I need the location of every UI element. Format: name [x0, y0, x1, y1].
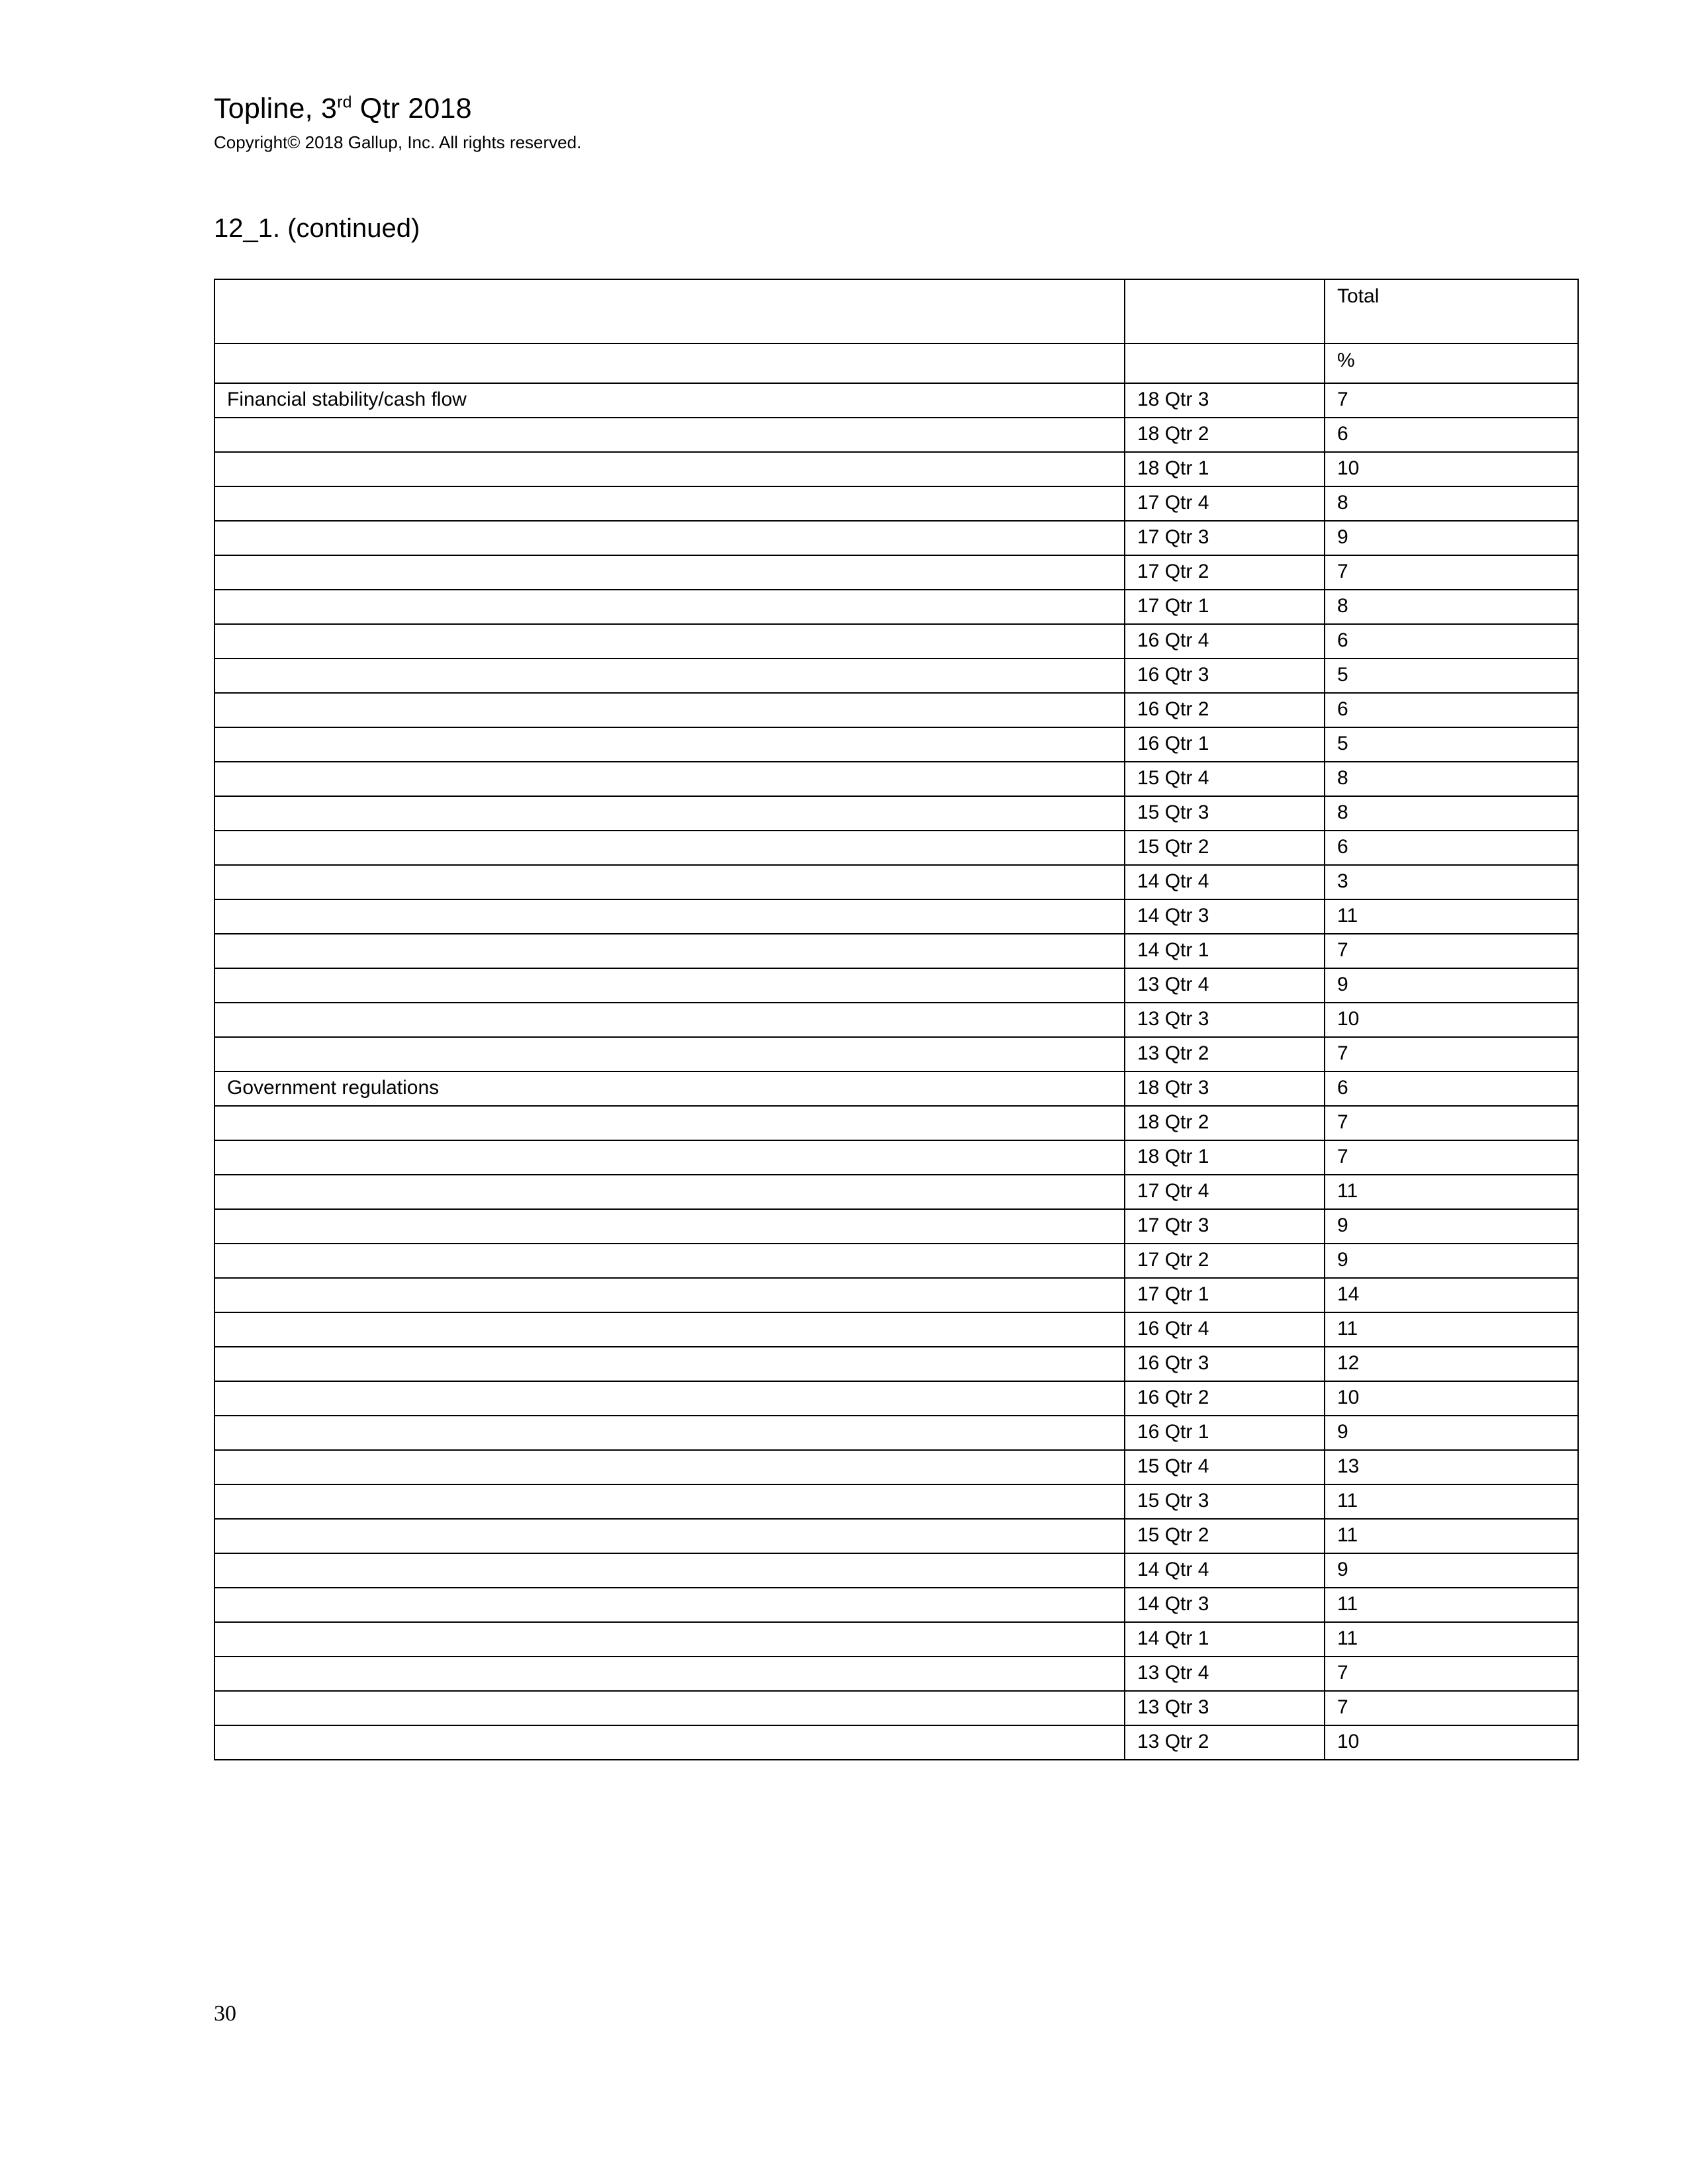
row-label-blank — [214, 1657, 1125, 1691]
row-total-value: 5 — [1325, 727, 1578, 762]
row-label-blank — [214, 727, 1125, 762]
row-total-value: 8 — [1325, 796, 1578, 831]
row-label-blank — [214, 968, 1125, 1003]
row-period: 16 Qtr 2 — [1125, 693, 1325, 727]
row-period: 14 Qtr 4 — [1125, 865, 1325, 899]
row-total-value: 11 — [1325, 1312, 1578, 1347]
row-period: 16 Qtr 4 — [1125, 624, 1325, 659]
table-row — [214, 590, 1578, 624]
table-row — [214, 1588, 1578, 1622]
row-total-value: 11 — [1325, 1175, 1578, 1209]
row-total-value: 6 — [1325, 831, 1578, 865]
row-total-value: 10 — [1325, 452, 1578, 486]
table-row — [214, 865, 1578, 899]
row-total-value: 11 — [1325, 1588, 1578, 1622]
row-total-value: 8 — [1325, 762, 1578, 796]
row-total-value: 11 — [1325, 1484, 1578, 1519]
row-label-blank — [214, 521, 1125, 555]
row-label-blank — [214, 1003, 1125, 1037]
row-period: 17 Qtr 3 — [1125, 521, 1325, 555]
page-number: 30 — [214, 2001, 236, 2026]
table-row — [214, 659, 1578, 693]
table-row — [214, 624, 1578, 659]
row-label-blank — [214, 590, 1125, 624]
row-period: 16 Qtr 2 — [1125, 1381, 1325, 1416]
row-period: 15 Qtr 2 — [1125, 831, 1325, 865]
row-period: 15 Qtr 3 — [1125, 796, 1325, 831]
row-total-value: 6 — [1325, 693, 1578, 727]
table-row — [214, 934, 1578, 968]
row-period: 15 Qtr 3 — [1125, 1484, 1325, 1519]
table-row — [214, 1106, 1578, 1140]
row-period: 15 Qtr 4 — [1125, 1450, 1325, 1484]
row-label-blank — [214, 899, 1125, 934]
header-cell-period-blank — [1125, 279, 1325, 343]
table-row — [214, 1037, 1578, 1071]
row-period: 17 Qtr 3 — [1125, 1209, 1325, 1244]
table-row — [214, 1347, 1578, 1381]
row-total-value: 10 — [1325, 1003, 1578, 1037]
table-row — [214, 1725, 1578, 1760]
table-row — [214, 486, 1578, 521]
row-label-blank — [214, 796, 1125, 831]
table-row — [214, 1519, 1578, 1553]
table-row — [214, 831, 1578, 865]
row-label-blank — [214, 1278, 1125, 1312]
table-body — [214, 279, 1578, 1760]
row-period: 14 Qtr 1 — [1125, 934, 1325, 968]
row-total-value: 11 — [1325, 1519, 1578, 1553]
row-label-blank — [214, 1484, 1125, 1519]
row-total-value: 6 — [1325, 1071, 1578, 1106]
table-row — [214, 1071, 1578, 1106]
table-row — [214, 727, 1578, 762]
row-group-label: Financial stability/cash flow — [214, 383, 1125, 418]
row-label-blank — [214, 762, 1125, 796]
row-total-value: 9 — [1325, 1244, 1578, 1278]
row-label-blank — [214, 693, 1125, 727]
row-total-value: 6 — [1325, 624, 1578, 659]
table-row — [214, 1003, 1578, 1037]
row-label-blank — [214, 555, 1125, 590]
row-total-value: 7 — [1325, 1037, 1578, 1071]
row-period: 18 Qtr 3 — [1125, 383, 1325, 418]
row-label-blank — [214, 418, 1125, 452]
row-period: 18 Qtr 1 — [1125, 452, 1325, 486]
row-label-blank — [214, 1347, 1125, 1381]
row-total-value: 5 — [1325, 659, 1578, 693]
row-label-blank — [214, 1519, 1125, 1553]
table-row — [214, 1381, 1578, 1416]
table-row — [214, 1484, 1578, 1519]
table-row — [214, 1416, 1578, 1450]
row-total-value: 7 — [1325, 383, 1578, 418]
table-row — [214, 1244, 1578, 1278]
table-row — [214, 968, 1578, 1003]
row-total-value: 8 — [1325, 590, 1578, 624]
row-label-blank — [214, 1312, 1125, 1347]
row-label-blank — [214, 1416, 1125, 1450]
row-period: 14 Qtr 3 — [1125, 899, 1325, 934]
row-total-value: 9 — [1325, 1209, 1578, 1244]
table-row — [214, 899, 1578, 934]
row-period: 16 Qtr 3 — [1125, 659, 1325, 693]
row-total-value: 11 — [1325, 1622, 1578, 1657]
table-row — [214, 1553, 1578, 1588]
row-label-blank — [214, 1244, 1125, 1278]
row-label-blank — [214, 831, 1125, 865]
header-cell-percent-unit: % — [1325, 343, 1578, 383]
row-period: 18 Qtr 1 — [1125, 1140, 1325, 1175]
row-period: 16 Qtr 1 — [1125, 727, 1325, 762]
document-title-ordinal-suffix: rd — [337, 93, 352, 112]
row-total-value: 9 — [1325, 968, 1578, 1003]
row-total-value: 14 — [1325, 1278, 1578, 1312]
document-title-suffix: Qtr 2018 — [352, 93, 472, 124]
row-total-value: 7 — [1325, 1140, 1578, 1175]
table-row — [214, 762, 1578, 796]
row-total-value: 12 — [1325, 1347, 1578, 1381]
row-total-value: 7 — [1325, 555, 1578, 590]
row-label-blank — [214, 865, 1125, 899]
row-total-value: 7 — [1325, 1106, 1578, 1140]
row-period: 17 Qtr 4 — [1125, 1175, 1325, 1209]
row-period: 17 Qtr 4 — [1125, 486, 1325, 521]
table-row — [214, 452, 1578, 486]
row-period: 14 Qtr 3 — [1125, 1588, 1325, 1622]
row-total-value: 7 — [1325, 1657, 1578, 1691]
row-total-value: 7 — [1325, 934, 1578, 968]
row-label-blank — [214, 452, 1125, 486]
row-period: 14 Qtr 4 — [1125, 1553, 1325, 1588]
header-cell-label-blank — [214, 279, 1125, 343]
row-period: 16 Qtr 3 — [1125, 1347, 1325, 1381]
document-header — [214, 91, 1405, 154]
row-total-value: 11 — [1325, 899, 1578, 934]
table-header-row-unit — [214, 343, 1578, 383]
table-row — [214, 521, 1578, 555]
row-period: 15 Qtr 2 — [1125, 1519, 1325, 1553]
row-label-blank — [214, 1691, 1125, 1725]
table-row — [214, 1175, 1578, 1209]
row-label-blank — [214, 1381, 1125, 1416]
row-label-blank — [214, 1209, 1125, 1244]
row-label-blank — [214, 1725, 1125, 1760]
table-row — [214, 418, 1578, 452]
table-row — [214, 1622, 1578, 1657]
row-period: 13 Qtr 2 — [1125, 1725, 1325, 1760]
row-period: 18 Qtr 2 — [1125, 418, 1325, 452]
row-total-value: 10 — [1325, 1725, 1578, 1760]
row-label-blank — [214, 486, 1125, 521]
header-cell-total: Total — [1325, 279, 1578, 343]
copyright-notice: Copyright© 2018 Gallup, Inc. All rights reserved. — [214, 132, 582, 152]
table-row — [214, 1209, 1578, 1244]
row-label-blank — [214, 1037, 1125, 1071]
section-heading: 12_1. (continued) — [214, 214, 420, 243]
table-row — [214, 1278, 1578, 1312]
row-label-blank — [214, 624, 1125, 659]
row-total-value: 9 — [1325, 1416, 1578, 1450]
row-period: 18 Qtr 3 — [1125, 1071, 1325, 1106]
row-group-label: Government regulations — [214, 1071, 1125, 1106]
row-period: 13 Qtr 3 — [1125, 1691, 1325, 1725]
table-row — [214, 555, 1578, 590]
table-row — [214, 1140, 1578, 1175]
row-label-blank — [214, 1553, 1125, 1588]
row-label-blank — [214, 934, 1125, 968]
topline-data-table — [214, 279, 1579, 1760]
row-label-blank — [214, 1450, 1125, 1484]
row-total-value: 13 — [1325, 1450, 1578, 1484]
row-period: 18 Qtr 2 — [1125, 1106, 1325, 1140]
row-period: 16 Qtr 4 — [1125, 1312, 1325, 1347]
row-period: 17 Qtr 2 — [1125, 555, 1325, 590]
unit-cell-period-blank — [1125, 343, 1325, 383]
row-total-value: 9 — [1325, 521, 1578, 555]
row-total-value: 8 — [1325, 486, 1578, 521]
table-row — [214, 1450, 1578, 1484]
row-period: 13 Qtr 4 — [1125, 1657, 1325, 1691]
row-total-value: 7 — [1325, 1691, 1578, 1725]
row-period: 16 Qtr 1 — [1125, 1416, 1325, 1450]
row-period: 17 Qtr 1 — [1125, 590, 1325, 624]
row-label-blank — [214, 1622, 1125, 1657]
row-period: 13 Qtr 4 — [1125, 968, 1325, 1003]
row-label-blank — [214, 1140, 1125, 1175]
row-label-blank — [214, 1588, 1125, 1622]
table-header-row-total — [214, 279, 1578, 343]
table-row — [214, 383, 1578, 418]
row-period: 13 Qtr 2 — [1125, 1037, 1325, 1071]
row-total-value: 3 — [1325, 865, 1578, 899]
table-row — [214, 693, 1578, 727]
row-total-value: 6 — [1325, 418, 1578, 452]
row-label-blank — [214, 659, 1125, 693]
row-period: 17 Qtr 2 — [1125, 1244, 1325, 1278]
table-row — [214, 1312, 1578, 1347]
row-total-value: 10 — [1325, 1381, 1578, 1416]
row-period: 15 Qtr 4 — [1125, 762, 1325, 796]
row-period: 17 Qtr 1 — [1125, 1278, 1325, 1312]
table-row — [214, 1657, 1578, 1691]
document-title — [214, 91, 1405, 126]
document-title-prefix: Topline, 3 — [214, 93, 338, 124]
table-row — [214, 1691, 1578, 1725]
row-label-blank — [214, 1175, 1125, 1209]
table-row — [214, 796, 1578, 831]
unit-cell-label-blank — [214, 343, 1125, 383]
row-total-value: 9 — [1325, 1553, 1578, 1588]
row-period: 14 Qtr 1 — [1125, 1622, 1325, 1657]
row-label-blank — [214, 1106, 1125, 1140]
row-period: 13 Qtr 3 — [1125, 1003, 1325, 1037]
